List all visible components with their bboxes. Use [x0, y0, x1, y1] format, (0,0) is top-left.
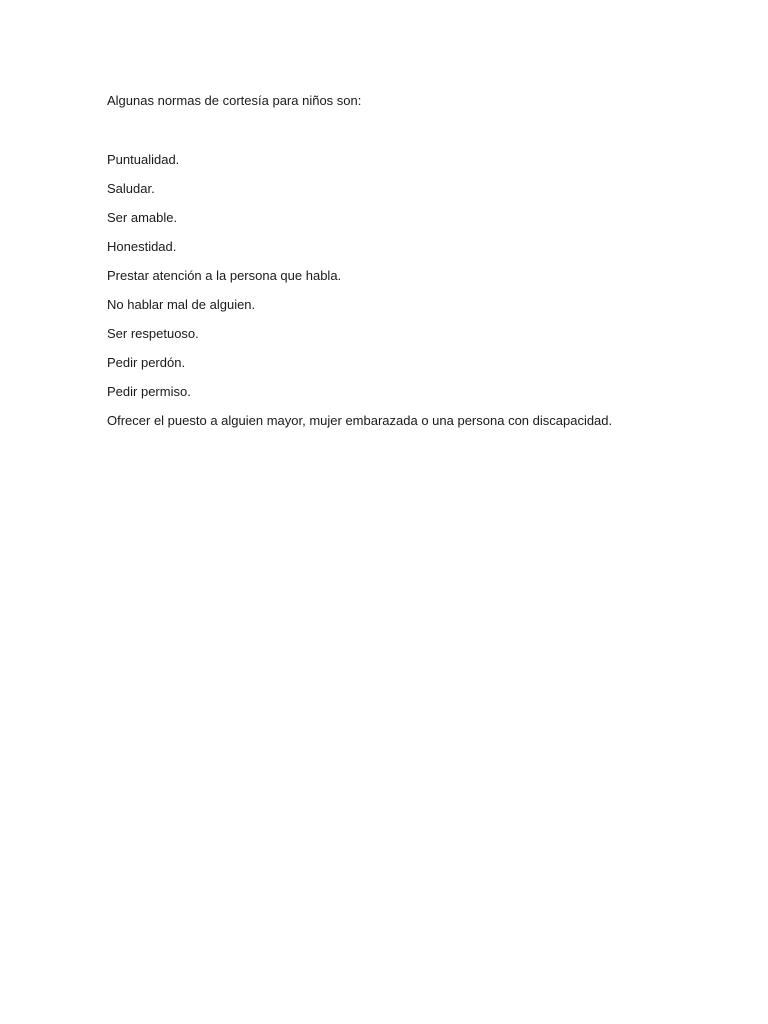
list-item: Ser respetuoso. [107, 326, 199, 341]
list-item: Saludar. [107, 181, 155, 196]
document-body [107, 92, 727, 441]
list-item: Ser amable. [107, 210, 178, 225]
list-item: Pedir permiso. [107, 384, 191, 399]
list-item: Prestar atención a la persona que habla. [107, 268, 342, 283]
list-item: No hablar mal de alguien. [107, 297, 256, 312]
courtesy-rules-list [107, 151, 727, 441]
list-item: Puntualidad. [107, 152, 180, 167]
intro-text: Algunas normas de cortesía para niños son: [107, 93, 362, 108]
list-item: Pedir perdón. [107, 355, 186, 370]
list-item: Honestidad. [107, 239, 177, 254]
list-item: Ofrecer el puesto a alguien mayor, mujer embarazada o una persona con discapacidad. [107, 413, 613, 428]
